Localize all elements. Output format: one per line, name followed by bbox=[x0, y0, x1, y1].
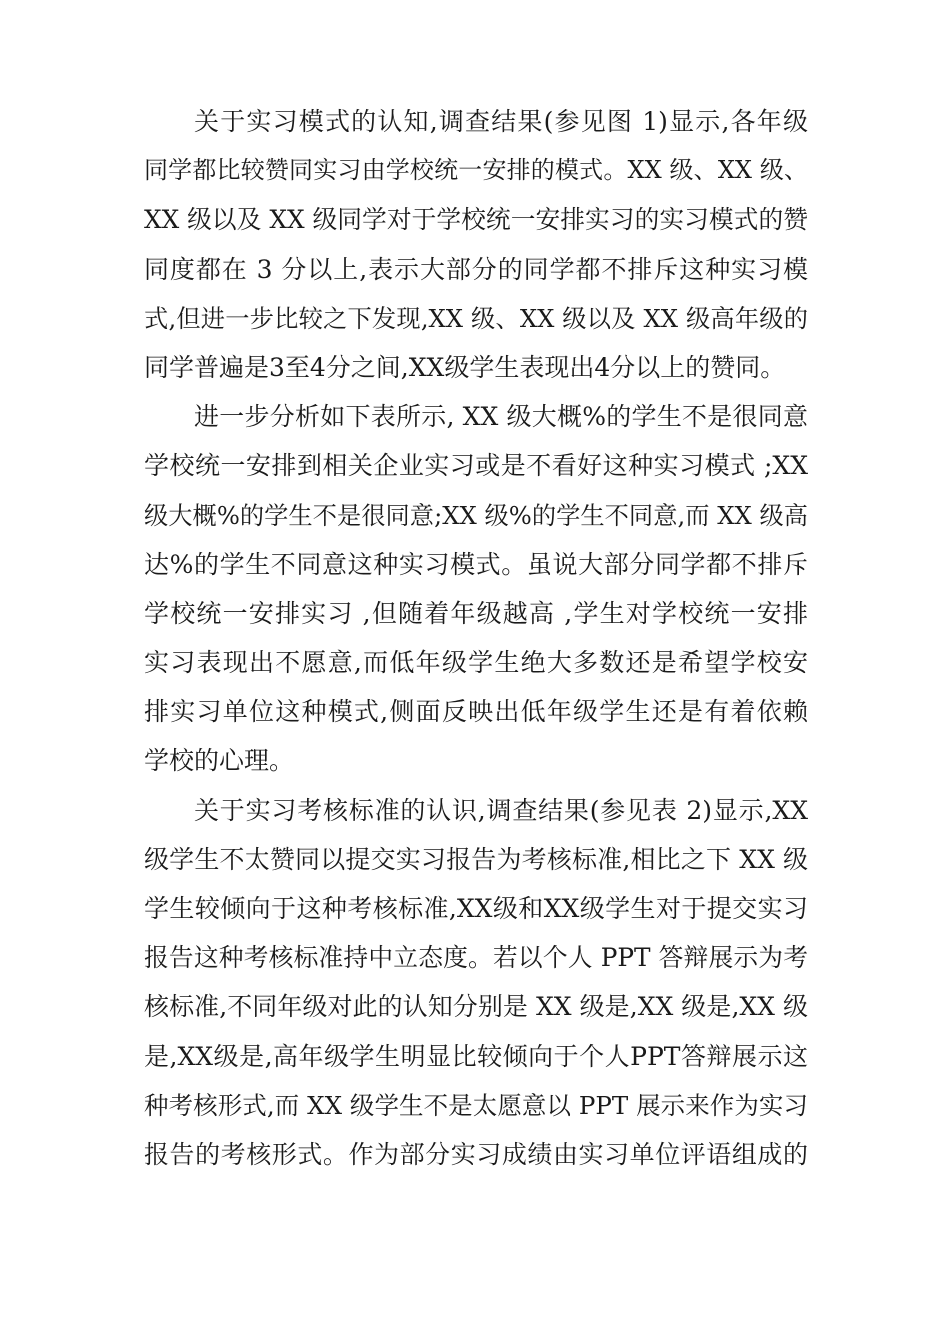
text-line: 达%的学生不同意这种实习模式。虽说大部分同学都不排斥 bbox=[144, 549, 808, 579]
text-line: 同度都在 3 分以上,表示大部分的同学都不排斥这种实习模 bbox=[144, 254, 808, 284]
paragraph-assessment-standard bbox=[144, 786, 808, 1180]
text-line: 级学生不太赞同以提交实习报告为考核标准,相比之下 XX 级 bbox=[144, 844, 808, 874]
text-line: 报告的考核形式。作为部分实习成绩由实习单位评语组成的 bbox=[144, 1139, 808, 1169]
paragraph-internship-mode bbox=[144, 97, 808, 392]
text-line: 关于实习模式的认知,调查结果(参见图 1)显示,各年级 bbox=[194, 107, 808, 136]
text-line: 同学都比较赞同实习由学校统一安排的模式。XX 级、XX 级、 bbox=[144, 156, 808, 185]
text-line: 级大概%的学生不是很同意;XX 级%的学生不同意,而 XX 级高 bbox=[144, 500, 808, 530]
text-line: 实习表现出不愿意,而低年级学生绝大多数还是希望学校安 bbox=[144, 648, 808, 678]
text-line: 种考核形式,而 XX 级学生不是太愿意以 PPT 展示来作为实习 bbox=[144, 1090, 808, 1120]
text-line: 学校统一安排到相关企业实习或是不看好这种实习模式 ;XX bbox=[144, 451, 808, 481]
document-body bbox=[144, 97, 808, 1179]
text-line: 排实习单位这种模式,侧面反映出低年级学生还是有着依赖 bbox=[144, 697, 808, 727]
text-line: 学校的心理。 bbox=[144, 746, 295, 776]
text-line: 是,XX级是,高年级学生明显比较倾向于个人PPT答辩展示这 bbox=[144, 1041, 808, 1071]
text-line: 同学普遍是3至4分之间,XX级学生表现出4分以上的赞同。 bbox=[144, 352, 786, 382]
text-line: 核标准,不同年级对此的认知分别是 XX 级是,XX 级是,XX 级 bbox=[144, 992, 808, 1022]
paragraph-further-analysis bbox=[144, 392, 808, 786]
text-line: 报告这种考核标准持中立态度。若以个人 PPT 答辩展示为考 bbox=[144, 943, 808, 973]
text-line: 式,但进一步比较之下发现,XX 级、XX 级以及 XX 级高年级的 bbox=[144, 303, 808, 333]
text-line: 进一步分析如下表所示, XX 级大概%的学生不是很同意 bbox=[194, 402, 808, 432]
text-line: 关于实习考核标准的认识,调查结果(参见表 2)显示,XX bbox=[194, 795, 808, 825]
text-line: 学生较倾向于这种考核标准,XX级和XX级学生对于提交实习 bbox=[144, 894, 808, 923]
text-line: 学校统一安排实习 ,但随着年级越高 ,学生对学校统一安排 bbox=[144, 598, 808, 628]
text-line: XX 级以及 XX 级同学对于学校统一安排实习的实习模式的赞 bbox=[144, 205, 808, 235]
